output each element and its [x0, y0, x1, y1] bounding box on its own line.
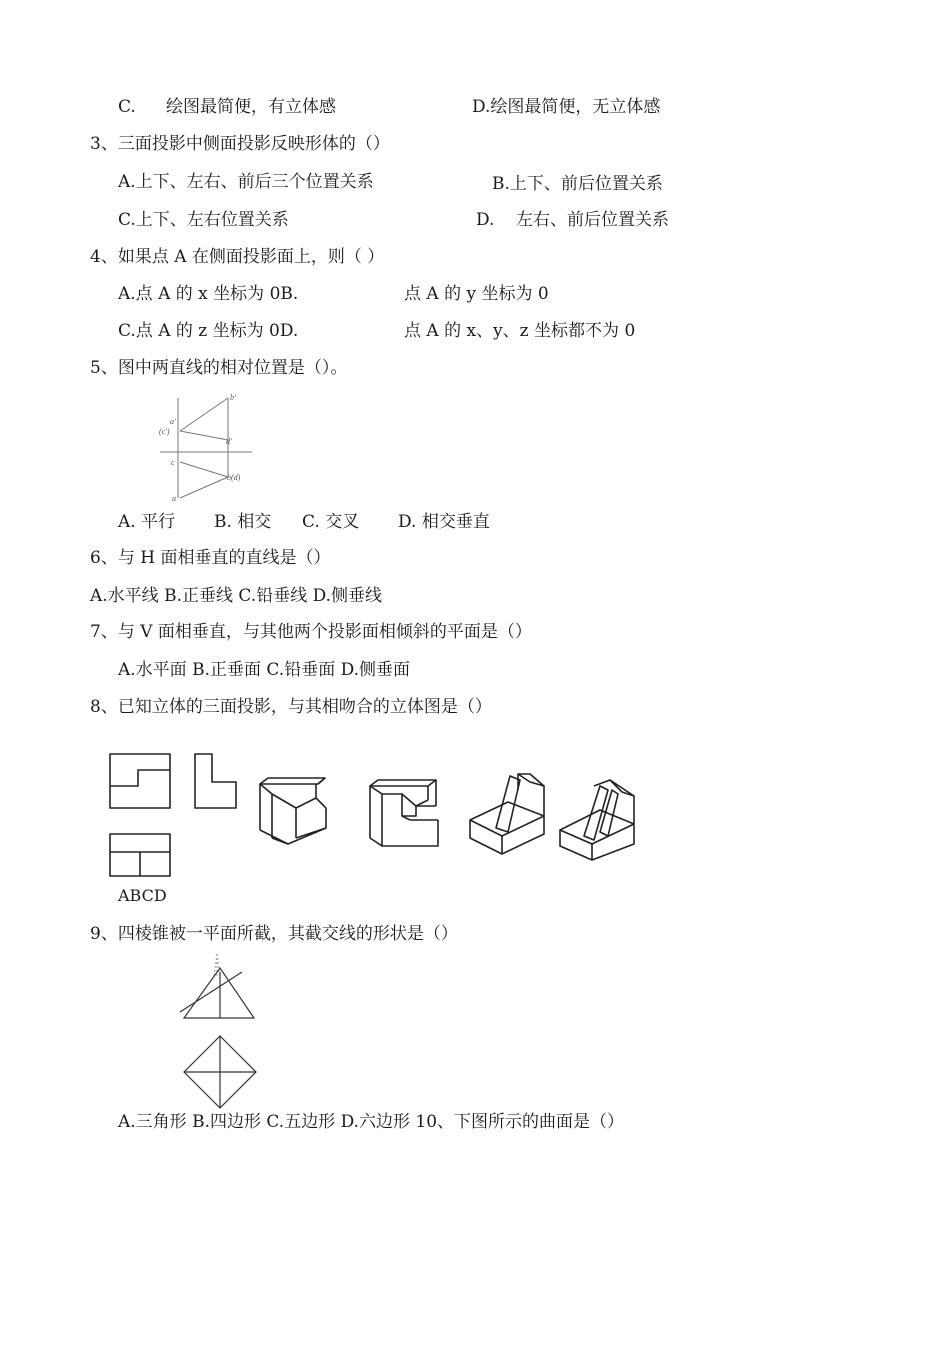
q4-option-c: C.点 A 的 z 坐标为 0D.: [118, 321, 299, 341]
q8-option-a-solid: [260, 778, 326, 844]
q3-option-d-letter: D.: [476, 210, 495, 230]
q3-option-c: C.上下、左右位置关系: [118, 210, 289, 230]
q8-option-d-solid: [560, 780, 634, 860]
label-d-prime: d': [226, 437, 232, 446]
q5-option-d: D. 相交垂直: [398, 512, 490, 532]
q3-option-d: 左右、前后位置关系: [516, 210, 669, 230]
label-b-prime: b': [230, 393, 236, 402]
q8-figure-caption: ABCD: [118, 886, 167, 905]
q5-projection-figure: [150, 388, 260, 506]
q3-stem: 3、三面投影中侧面投影反映形体的（）: [90, 134, 390, 154]
label-bd: b(d): [227, 473, 241, 482]
q5-stem: 5、图中两直线的相对位置是（）。: [90, 358, 348, 378]
q3-option-a: A.上下、左右、前后三个位置关系: [118, 172, 374, 192]
label-a-prime: a': [170, 417, 176, 426]
q8-stem: 8、已知立体的三面投影，与其相吻合的立体图是（）: [90, 697, 492, 717]
q6-stem: 6、与 H 面相垂直的直线是（）: [90, 548, 331, 568]
q2-option-c-letter: C.: [118, 97, 136, 117]
q8-option-b-solid: [370, 780, 438, 846]
q4-stem: 4、如果点 A 在侧面投影面上，则（ ）: [90, 247, 385, 267]
q4-option-b: 点 A 的 y 坐标为 0: [404, 284, 549, 304]
q9-stem: 9、四棱锥被一平面所截，其截交线的形状是（）: [90, 924, 458, 944]
q8-front-view: [110, 754, 170, 808]
q8-option-c-solid: [470, 774, 544, 854]
label-c: c: [171, 458, 175, 467]
q7-options: A.水平面 B.正垂面 C.铅垂面 D.侧垂面: [118, 660, 411, 680]
q4-option-a: A.点 A 的 x 坐标为 0B.: [118, 284, 299, 304]
q5-option-b: B. 相交: [214, 512, 272, 532]
q9-pyramid-figure: [176, 950, 262, 1116]
q3-option-b: B.上下、前后位置关系: [492, 174, 663, 194]
q2-option-d: D.绘图最简便，无立体感: [472, 97, 661, 117]
q2-option-c: 绘图最简便，有立体感: [166, 97, 336, 117]
q4-option-d: 点 A 的 x、y、z 坐标都不为 0: [404, 321, 636, 341]
label-a: a: [172, 494, 176, 503]
q8-figure: [100, 746, 650, 886]
q7-stem: 7、与 V 面相垂直，与其他两个投影面相倾斜的平面是（）: [90, 622, 532, 642]
q5-option-c: C. 交叉: [302, 512, 360, 532]
label-c-prime: (c'): [159, 427, 170, 436]
q8-side-view: [195, 754, 236, 808]
q9-options-and-q10-stem: A.三角形 B.四边形 C.五边形 D.六边形 10、下图所示的曲面是（）: [118, 1112, 625, 1132]
q5-option-a: A. 平行: [118, 512, 176, 532]
q6-options: A.水平线 B.正垂线 C.铅垂线 D.侧垂线: [90, 586, 383, 606]
